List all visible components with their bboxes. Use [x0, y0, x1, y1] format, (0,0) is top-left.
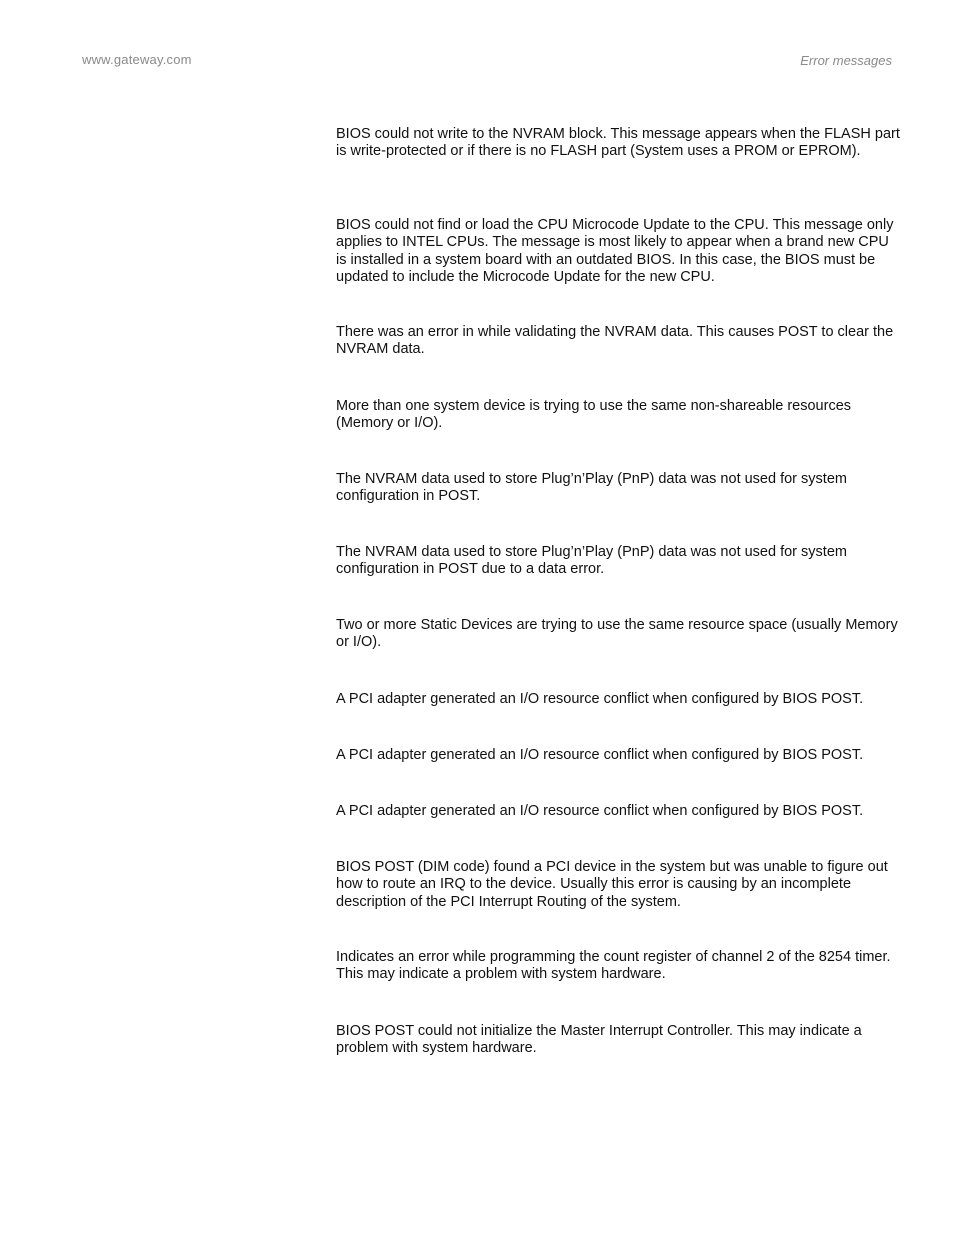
- error-description: BIOS POST (DIM code) found a PCI device in the system but was unable to figure out how to route an IRQ to the device. Usually this error is causing by an incomplete description of the PCI Interrupt Routing of the system.: [336, 859, 888, 910]
- error-description: BIOS POST could not initialize the Master Interrupt Controller. This may indicate a problem with system hardware.: [336, 1023, 862, 1057]
- error-description: There was an error in while validating the NVRAM data. This causes POST to clear the NVRAM data.: [336, 324, 894, 358]
- website-url: www.gateway.com: [82, 52, 192, 67]
- error-description: The NVRAM data used to store Plug’n’Play (PnP) data was not used for system configuration in POST.: [336, 471, 847, 505]
- error-description: The NVRAM data used to store Plug’n’Play (PnP) data was not used for system configuration in POST due to a data error.: [336, 544, 847, 578]
- error-description: A PCI adapter generated an I/O resource conflict when configured by BIOS POST.: [336, 747, 864, 763]
- error-description: Indicates an error while programming the count register of channel 2 of the 8254 timer. This may indicate a problem with system hardware.: [336, 949, 891, 983]
- error-description: A PCI adapter generated an I/O resource conflict when configured by BIOS POST.: [336, 803, 864, 819]
- page-header: [82, 52, 892, 72]
- error-description: More than one system device is trying to use the same non-shareable resources (Memory or I/O).: [336, 398, 852, 432]
- error-description: Two or more Static Devices are trying to use the same resource space (usually Memory or I/O).: [336, 617, 898, 651]
- error-description: A PCI adapter generated an I/O resource conflict when configured by BIOS POST.: [336, 691, 864, 707]
- error-description: BIOS could not write to the NVRAM block. This message appears when the FLASH part is write-protected or if there is no FLASH part (System uses a PROM or EPROM).: [336, 126, 900, 160]
- section-title: Error messages: [800, 53, 892, 68]
- error-description: BIOS could not find or load the CPU Microcode Update to the CPU. This message only applies to INTEL CPUs. The message is most likely to appear when a brand new CPU is installed in a system board with an outdated BIOS. In this case, the BIOS must be updated to include the Microcode Update for the new CPU.: [336, 217, 894, 285]
